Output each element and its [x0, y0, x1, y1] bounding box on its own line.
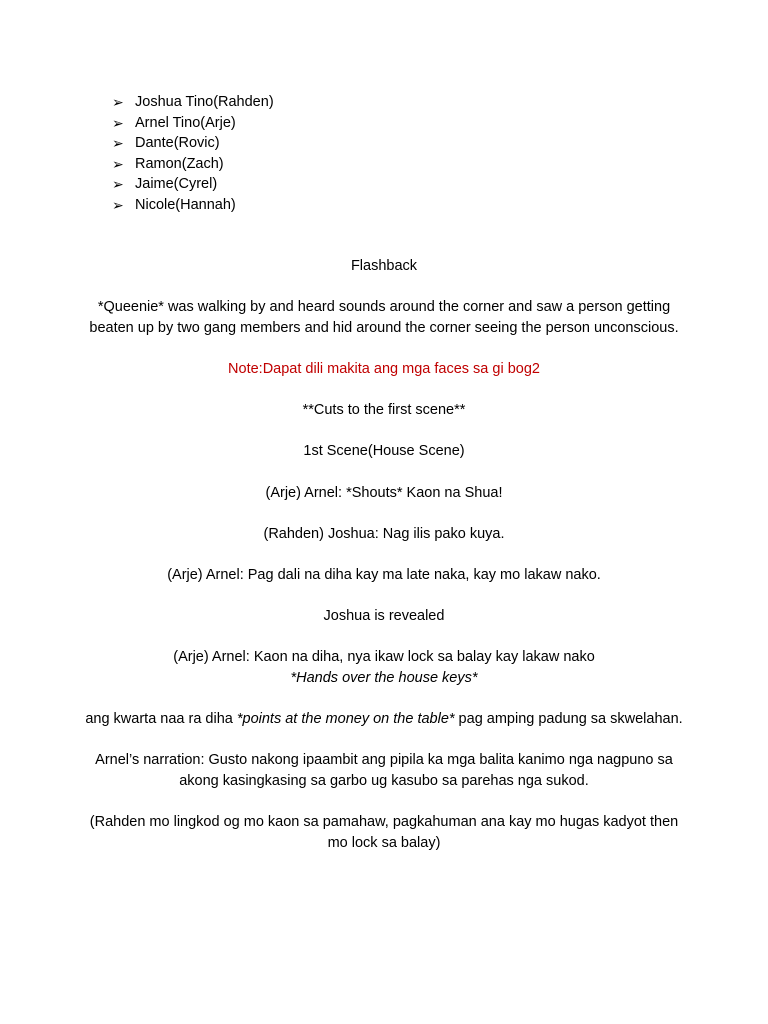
flashback-description: *Queenie* was walking by and heard sounds around the corner and saw a person getting beaten up by two gang members and hid around the corner seeing the person unconscious. — [89, 299, 679, 336]
arrowhead-bullet-icon: ➢ — [112, 155, 124, 172]
scene-heading: 1st Scene(House Scene) — [303, 443, 465, 460]
cast-list-item — [112, 113, 274, 134]
script-body — [84, 256, 684, 874]
flashback-heading: Flashback — [350, 258, 418, 274]
cast-list-item — [112, 174, 274, 195]
closing-direction: (Rahden mo lingkod og mo kaon sa pamahaw, pagkahuman ana kay mo hugas kadyot then mo lock sa balay) — [89, 814, 679, 851]
cast-list-item — [112, 92, 274, 113]
dialogue-text: ang kwarta naa ra diha — [85, 711, 237, 728]
dialogue-line: (Arje) Arnel: Pag dali na diha kay ma late naka, kay mo lakaw nako. — [167, 566, 601, 583]
arrowhead-bullet-icon: ➢ — [112, 196, 124, 213]
cast-list-item — [112, 154, 274, 175]
dialogue-line-with-action — [84, 709, 684, 730]
dialogue-line: (Rahden) Joshua: Nag ilis pako kuya. — [263, 525, 505, 542]
narration: Arnel’s narration: Gusto nakong ipaambit ang pipila ka mga balita kanimo nga nagpuno sa akong kasingkasing sa garbo ug kasubo sa parehas nga sukod. — [95, 752, 673, 789]
arrowhead-bullet-icon: ➢ — [112, 114, 124, 131]
arrowhead-bullet-icon: ➢ — [112, 135, 124, 152]
cast-name: Arnel Tino(Arje) — [135, 114, 236, 131]
cast-list-item — [112, 133, 274, 154]
cut-direction: **Cuts to the first scene** — [302, 402, 466, 419]
stage-direction: *Hands over the house keys* — [290, 669, 478, 686]
cast-name: Joshua Tino(Rahden) — [135, 94, 274, 110]
cast-name: Nicole(Hannah) — [135, 196, 236, 213]
director-note: Note:Dapat dili makita ang mga faces sa gi bog2 — [228, 360, 540, 377]
stage-direction: Joshua is revealed — [323, 608, 445, 625]
stage-direction: *points at the money on the table* — [236, 711, 455, 728]
cast-name: Dante(Rovic) — [135, 135, 220, 152]
dialogue-text: pag amping padung sa skwelahan. — [454, 711, 683, 728]
cast-list — [112, 92, 274, 216]
dialogue-line: (Arje) Arnel: *Shouts* Kaon na Shua! — [265, 484, 503, 501]
arrowhead-bullet-icon: ➢ — [112, 176, 124, 193]
cast-name: Jaime(Cyrel) — [135, 176, 218, 193]
cast-name: Ramon(Zach) — [135, 155, 224, 172]
cast-list-item — [112, 195, 274, 216]
dialogue-line: (Arje) Arnel: Kaon na diha, nya ikaw lock sa balay kay lakaw nako — [173, 649, 595, 666]
arrowhead-bullet-icon: ➢ — [112, 94, 124, 110]
